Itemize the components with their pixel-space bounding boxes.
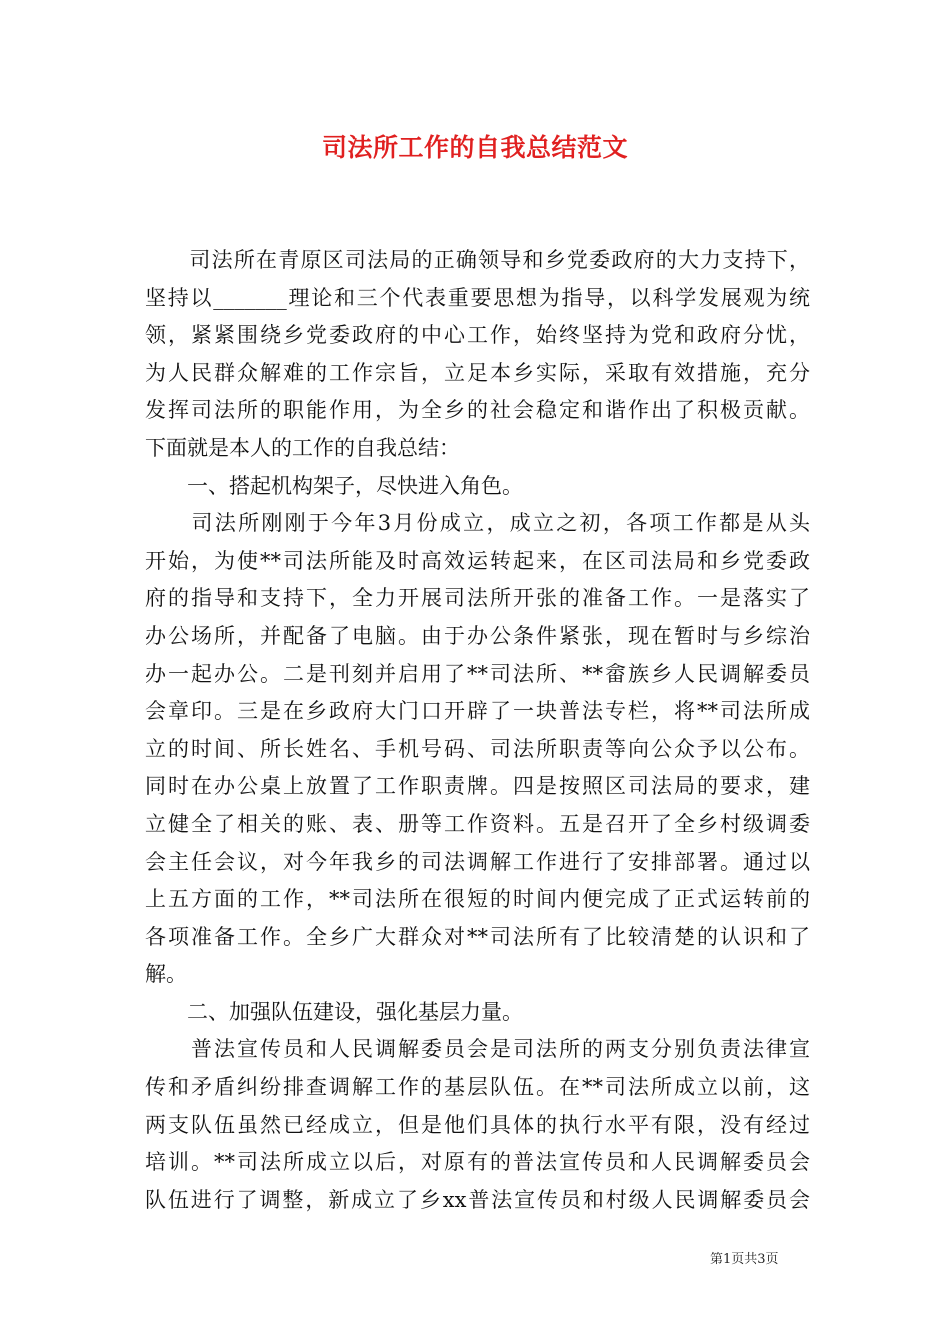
text-line: 两支队伍虽然已经成立，但是他们具体的执行水平有限，没有经过 xyxy=(145,1112,810,1137)
text-line: 会主任会议，对今年我乡的司法调解工作进行了安排部署。通过以 xyxy=(145,849,810,874)
text-line: 办公场所，并配备了电脑。由于办公条件紧张，现在暂时与乡综治 xyxy=(145,623,810,648)
text-line: 府的指导和支持下，全力开展司法所开张的准备工作。一是落实了 xyxy=(145,586,810,611)
text-line: 司法所在青原区司法局的正确领导和乡党委政府的大力支持下， xyxy=(145,248,810,272)
text-line: 为人民群众解难的工作宗旨，立足本乡实际，采取有效措施，充分 xyxy=(145,360,810,385)
text-line: 同时在办公桌上放置了工作职责牌。四是按照区司法局的要求，建 xyxy=(145,774,810,799)
text-line: 普法宣传员和人民调解委员会是司法所的两支分别负责法律宣 xyxy=(145,1037,810,1062)
text-line: 上五方面的工作，**司法所在很短的时间内便完成了正式运转前的 xyxy=(145,887,810,912)
text-line: 培训。**司法所成立以后，对原有的普法宣传员和人民调解委员会 xyxy=(145,1150,810,1175)
page-title: 司法所工作的自我总结范文 xyxy=(321,133,628,162)
section-heading: 一、搭起机构架子，尽快进入角色。 xyxy=(145,473,523,498)
text-line: 立健全了相关的账、表、册等工作资料。五是召开了全乡村级调委 xyxy=(145,811,810,836)
text-line: 开始，为使**司法所能及时高效运转起来，在区司法局和乡党委政 xyxy=(145,548,810,573)
text-line: 下面就是本人的工作的自我总结： xyxy=(145,435,460,460)
text-line: 各项准备工作。全乡广大群众对**司法所有了比较清楚的认识和了 xyxy=(145,924,810,949)
section-heading: 二、加强队伍建设，强化基层力量。 xyxy=(145,999,523,1024)
text-line: 领，紧紧围绕乡党委政府的中心工作，始终坚持为党和政府分忧， xyxy=(145,323,810,348)
text-line: 会章印。三是在乡政府大门口开辟了一块普法专栏，将**司法所成 xyxy=(145,699,810,724)
text-line: 立的时间、所长姓名、手机号码、司法所职责等向公众予以公布。 xyxy=(145,736,810,761)
text-line: 办一起办公。二是刊刻并启用了**司法所、**畲族乡人民调解委员 xyxy=(145,661,810,686)
text-line: 传和矛盾纠纷排查调解工作的基层队伍。在**司法所成立以前，这 xyxy=(145,1075,810,1100)
text-line: 解。 xyxy=(145,962,187,987)
text-line: 坚持以_______理论和三个代表重要思想为指导，以科学发展观为统 xyxy=(145,285,810,310)
text-line: 队伍进行了调整，新成立了乡xx普法宣传员和村级人民调解委员会 xyxy=(145,1187,810,1212)
page-number-footer: 第1页共3页 xyxy=(710,1252,779,1267)
text-line: 发挥司法所的职能作用，为全乡的社会稳定和谐作出了积极贡献。 xyxy=(145,398,810,423)
text-line: 司法所刚刚于今年3月份成立，成立之初，各项工作都是从头 xyxy=(145,511,810,536)
document-body xyxy=(145,242,810,1219)
